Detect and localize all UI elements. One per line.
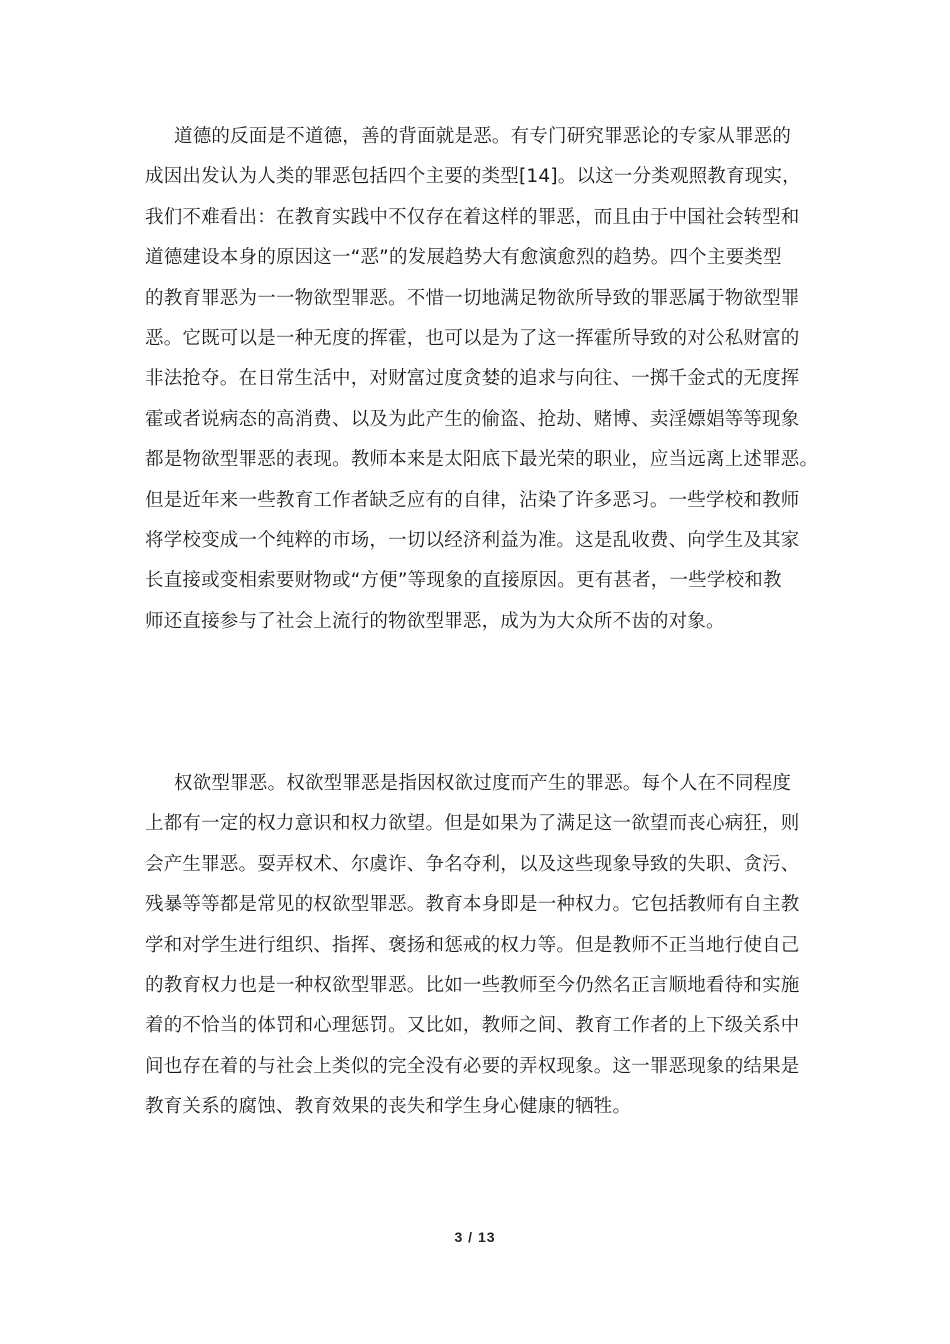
paragraph-line: 将学校变成一个纯粹的市场，一切以经济利益为准。这是乱收费、向学生及其家 [145, 529, 800, 551]
paragraph-line: 但是近年来一些教育工作者缺乏应有的自律，沾染了许多恶习。一些学校和教师 [145, 489, 800, 511]
paragraph-line: 的教育权力也是一种权欲型罪恶。比如一些教师至今仍然名正言顺地看待和实施 [145, 974, 800, 996]
page-number: 3 / 13 [454, 1229, 496, 1245]
paragraph-line: 残暴等等都是常见的权欲型罪恶。教育本身即是一种权力。它包括教师有自主教 [145, 894, 800, 916]
paragraph-line: 非法抢夺。在日常生活中，对财富过度贪婪的追求与向往、一掷千金式的无度挥 [145, 368, 800, 390]
paragraph-line: 会产生罪恶。耍弄权术、尔虞诈、争名夺利，以及这些现象导致的失职、贪污、 [145, 853, 800, 875]
paragraph-line: 道德的反面是不道德，善的背面就是恶。有专门研究罪恶论的专家从罪恶的 [174, 126, 792, 147]
paragraph-line: 都是物欲型罪恶的表现。教师本来是太阳底下最光荣的职业，应当远离上述罪恶。 [145, 449, 819, 471]
paragraph-line: 道德建设本身的原因这一“恶”的发展趋势大有愈演愈烈的趋势。四个主要类型 [145, 247, 782, 269]
paragraph-line: 霍或者说病态的高消费、以及为此产生的偷盗、抢劫、赌博、卖淫嫖娼等等现象 [145, 408, 800, 430]
paragraph-line: 成因出发认为人类的罪恶包括四个主要的类型[14]。以这一分类观照教育现实， [145, 166, 801, 188]
paragraph-line: 着的不恰当的体罚和心理惩罚。又比如，教师之间、教育工作者的上下级关系中 [145, 1015, 800, 1037]
paragraph-line: 权欲型罪恶。权欲型罪恶是指因权欲过度而产生的罪恶。每个人在不同程度 [174, 773, 792, 794]
paragraph-line: 师还直接参与了社会上流行的物欲型罪恶，成为为大众所不齿的对象。 [145, 610, 725, 632]
paragraph-line: 恶。它既可以是一种无度的挥霍，也可以是为了这一挥霍所导致的对公私财富的 [145, 327, 800, 349]
paragraph-line: 的教育罪恶为一一物欲型罪恶。不惜一切地满足物欲所导致的罪恶属于物欲型罪 [145, 287, 800, 309]
paragraph-line: 上都有一定的权力意识和权力欲望。但是如果为了满足这一欲望而丧心病狂，则 [145, 813, 800, 835]
paragraph-line: 学和对学生进行组织、指挥、褒扬和惩戒的权力等。但是教师不正当地行使自己 [145, 934, 800, 956]
paragraph-power-greed [145, 764, 809, 1128]
paragraph-line: 我们不难看出：在教育实践中不仅存在着这样的罪恶，而且由于中国社会转型和 [145, 206, 800, 228]
paragraph-line: 间也存在着的与社会上类似的完全没有必要的弄权现象。这一罪恶现象的结果是 [145, 1055, 800, 1077]
paragraph-material-greed [145, 117, 819, 642]
paragraph-line: 长直接或变相索要财物或“方便”等现象的直接原因。更有甚者，一些学校和教 [145, 570, 782, 592]
paragraph-line: 教育关系的腐蚀、教育效果的丧失和学生身心健康的牺牲。 [145, 1096, 632, 1118]
